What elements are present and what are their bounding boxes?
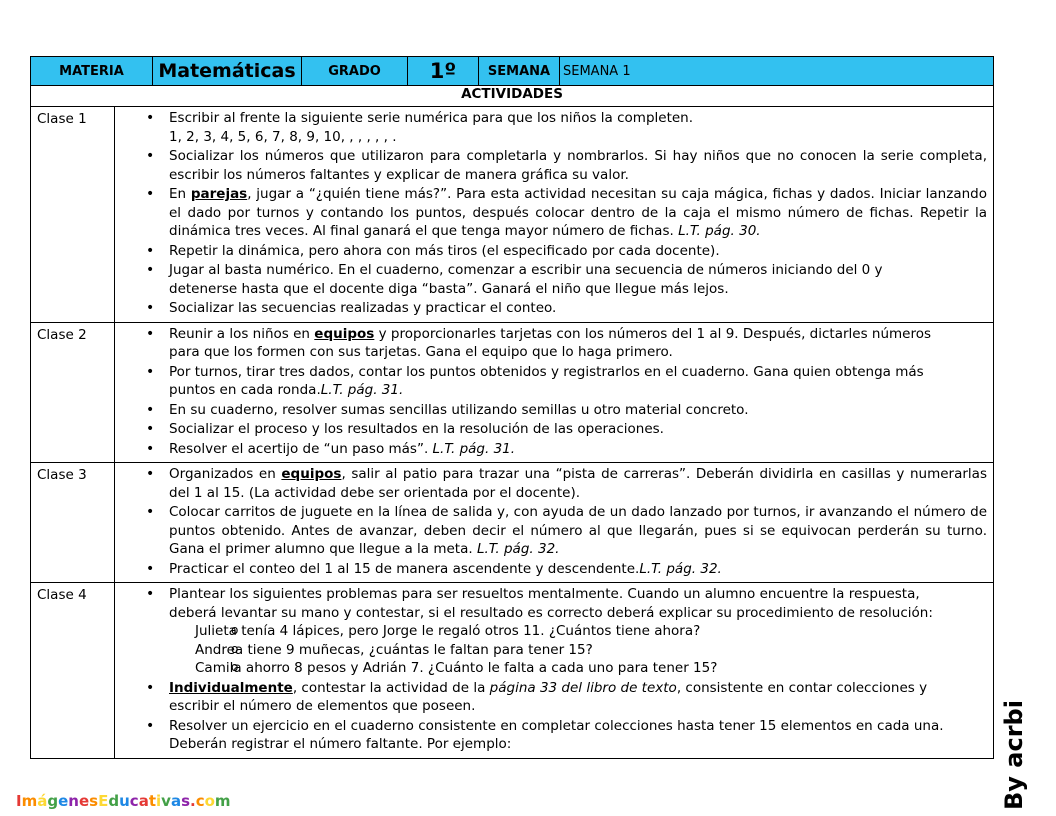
list-item	[115, 560, 987, 579]
list-item-text: Organizados en	[169, 466, 282, 482]
keyword-equipos: equipos	[281, 466, 342, 482]
grado-value: 1º	[408, 57, 479, 86]
book-reference: L.T. pág. 32.	[639, 560, 722, 577]
logo-letter: g	[47, 792, 59, 810]
list-item	[115, 420, 987, 439]
author-watermark	[994, 700, 1054, 810]
list-item	[115, 585, 987, 678]
list-item-text: Socializar las secuencias realizadas y practicar el conteo.	[169, 300, 557, 316]
byline-text: By acrbio	[1000, 700, 1028, 810]
list-item-text: , consistente en contar colecciones y	[676, 679, 928, 696]
logo-letter: i	[156, 792, 162, 810]
list-item-text: Colocar carritos de juguete en la línea de salida y, con ayuda de un dado lanzado por turnos, ir avanzando el número de puntos obtenido. Antes de avanzar, deben decir el número al que llegarán, pues si se equivocan perderán su turno. Gana el primer alumno que llegue a la meta.	[169, 504, 987, 557]
clase-2-label: Clase 2	[31, 322, 115, 463]
materia-value: Matemáticas	[153, 57, 302, 86]
clase-4-label: Clase 4	[31, 583, 115, 759]
list-item-text: , jugar a “¿quién tiene más?”. Para esta actividad necesitan su caja mágica, fichas y dados. Iniciar lanzando el dado por turnos y contando los puntos, después colocar dentro de la caja el mismo número de fichas. Repetir la dinámica tres veces. Al final ganará el que tenga mayor número de fichas.	[169, 186, 987, 239]
classes-table	[30, 106, 994, 759]
clase-3-activities	[115, 463, 994, 583]
problem-text: Julieta tenía 4 lápices, pero Jorge le regaló otros 11. ¿Cuántos tiene ahora?	[195, 623, 701, 639]
keyword-parejas: parejas	[190, 186, 248, 202]
list-item-text: y proporcionarles tarjetas con los números del 1 al 9. Después, dictarles números	[374, 325, 932, 342]
sub-list-item	[169, 659, 987, 678]
logo-letter: v	[161, 792, 171, 810]
book-reference: L.T. pág. 32.	[476, 541, 560, 557]
list-item	[115, 465, 987, 502]
list-item-text: escribir el número de elementos que poseen.	[169, 698, 476, 714]
number-series: 1, 2, 3, 4, 5, 6, 7, 8, 9, 10, , , , , , .	[169, 128, 397, 145]
list-item-text: detenerse hasta que el docente diga “basta”. Ganará el niño que llegue más lejos.	[169, 280, 729, 297]
logo-letter: t	[148, 792, 156, 810]
list-item-text: Practicar el conteo del 1 al 15 de manera ascendente y descendente.	[169, 560, 640, 577]
list-item-text: • Escribir al frente la siguiente serie numérica para que los niños la completen.	[169, 110, 694, 126]
list-item-text: Socializar los números que utilizaron para completarla y nombrarlos. Si hay niños que no conocen la serie completa, escribir los números faltantes y explicar de manera gráfica su valor.	[169, 148, 987, 183]
list-item-text: , contestar la actividad de la	[292, 679, 490, 696]
list-item	[115, 717, 987, 754]
list-item-text: Socializar el proceso y los resultados en la resolución de las operaciones.	[169, 421, 664, 437]
book-reference: página 33 del libro de texto	[489, 679, 677, 696]
logo-letter: c	[129, 792, 139, 810]
logo-letter: u	[119, 792, 130, 810]
list-item	[115, 363, 987, 400]
list-item	[115, 109, 987, 146]
list-item	[115, 147, 987, 184]
sub-list-item	[169, 641, 987, 660]
logo-letter: a	[138, 792, 149, 810]
logo-letter: c	[195, 792, 205, 810]
keyword-individualmente: Individualmente	[169, 679, 293, 696]
materia-label: MATERIA	[31, 57, 153, 86]
list-item-text: • Por turnos, tirar tres dados, contar los puntos obtenidos y registrarlos en el cuaderno. Gana quien obtenga más	[169, 363, 924, 380]
problem-text: Andrea tiene 9 muñecas, ¿cuántas le faltan para tener 15?	[195, 641, 593, 658]
logo-letter: a	[170, 792, 182, 810]
clase-3-label: Clase 3	[31, 463, 115, 583]
lesson-plan	[30, 56, 993, 759]
book-reference: L.T. pág. 31.	[432, 440, 516, 457]
clase-3-row	[31, 463, 994, 583]
semana-label: SEMANA	[479, 57, 560, 86]
semana-value: SEMANA 1	[560, 57, 994, 86]
logo-letter: n	[68, 792, 79, 810]
actividades-row	[31, 86, 994, 107]
logo-letter: s	[181, 792, 190, 810]
clase-2-row	[31, 322, 994, 463]
logo-letter: I	[16, 792, 22, 810]
list-item	[115, 185, 987, 241]
problem-text: Camila ahorro 8 pesos y Adrián 7. ¿Cuánto le falta a cada uno para tener 15?	[195, 660, 718, 676]
logo-letter: e	[58, 792, 69, 810]
clase-1-label: Clase 1	[31, 107, 115, 323]
grado-label: GRADO	[302, 57, 408, 86]
list-item-text: • Plantear los siguientes problemas para ser resueltos mentalmente. Cuando un alumno encuentre la respuesta,	[169, 586, 920, 602]
list-item-text: Deberán registrar el número faltante. Por ejemplo:	[169, 736, 512, 752]
list-item-text: En	[169, 186, 191, 202]
list-item	[115, 401, 987, 420]
site-logo	[16, 792, 231, 810]
logo-letter: m	[21, 792, 38, 810]
list-item	[115, 503, 987, 559]
logo-letter: o	[204, 792, 215, 810]
logo-letter: m	[214, 792, 231, 810]
clase-1-row	[31, 107, 994, 323]
list-item	[115, 299, 987, 318]
list-item-text: para que los formen con sus tarjetas. Gana el equipo que lo haga primero.	[169, 344, 673, 360]
list-item	[115, 242, 987, 261]
list-item-text: Resolver el acertijo de “un paso más”.	[169, 440, 433, 457]
logo-letter: .	[190, 792, 196, 810]
list-item	[115, 440, 987, 459]
list-item-text: En su cuaderno, resolver sumas sencillas utilizando semillas u otro material concreto.	[169, 401, 749, 418]
list-item-text: • Jugar al basta numérico. En el cuaderno, comenzar a escribir una secuencia de números iniciando del 0 y	[169, 262, 883, 278]
list-item	[115, 679, 987, 716]
keyword-equipos: equipos	[314, 325, 375, 342]
list-item	[115, 325, 987, 362]
lesson-table	[30, 56, 994, 107]
logo-letter: s	[89, 792, 99, 810]
clase-4-row	[31, 583, 994, 759]
logo-letter: d	[108, 792, 120, 810]
list-item	[115, 261, 987, 298]
list-item-text: deberá levantar su mano y contestar, si el resultado es correcto deberá explicar su procedimiento de resolución:	[169, 604, 933, 621]
list-item-text: Reunir a los niños en	[169, 325, 315, 342]
actividades-title: ACTIVIDADES	[31, 86, 994, 107]
clase-4-activities	[115, 583, 994, 759]
logo-letter: E	[98, 792, 109, 810]
list-item-text: Repetir la dinámica, pero ahora con más tiros (el especificado por cada docente).	[169, 242, 720, 259]
list-item-text: puntos en cada ronda.	[169, 382, 321, 398]
clase-1-activities	[115, 107, 994, 323]
clase-2-activities	[115, 322, 994, 463]
list-item-text: • Resolver un ejercicio en el cuaderno consistente en completar colecciones hasta tener 15 elementos en cada una.	[169, 717, 944, 734]
book-reference: L.T. pág. 31.	[320, 382, 404, 398]
header-row	[31, 57, 994, 86]
sub-list-item	[169, 622, 987, 641]
logo-letter: á	[37, 792, 48, 810]
list-item-text: , salir al patio para trazar una “pista de carreras”. Deberán dividirla en casillas y numerarlas del 1 al 15. (La actividad debe ser orientada por el docente).	[169, 466, 987, 501]
logo-letter: e	[78, 792, 90, 810]
book-reference: L.T. pág. 30.	[678, 223, 761, 239]
